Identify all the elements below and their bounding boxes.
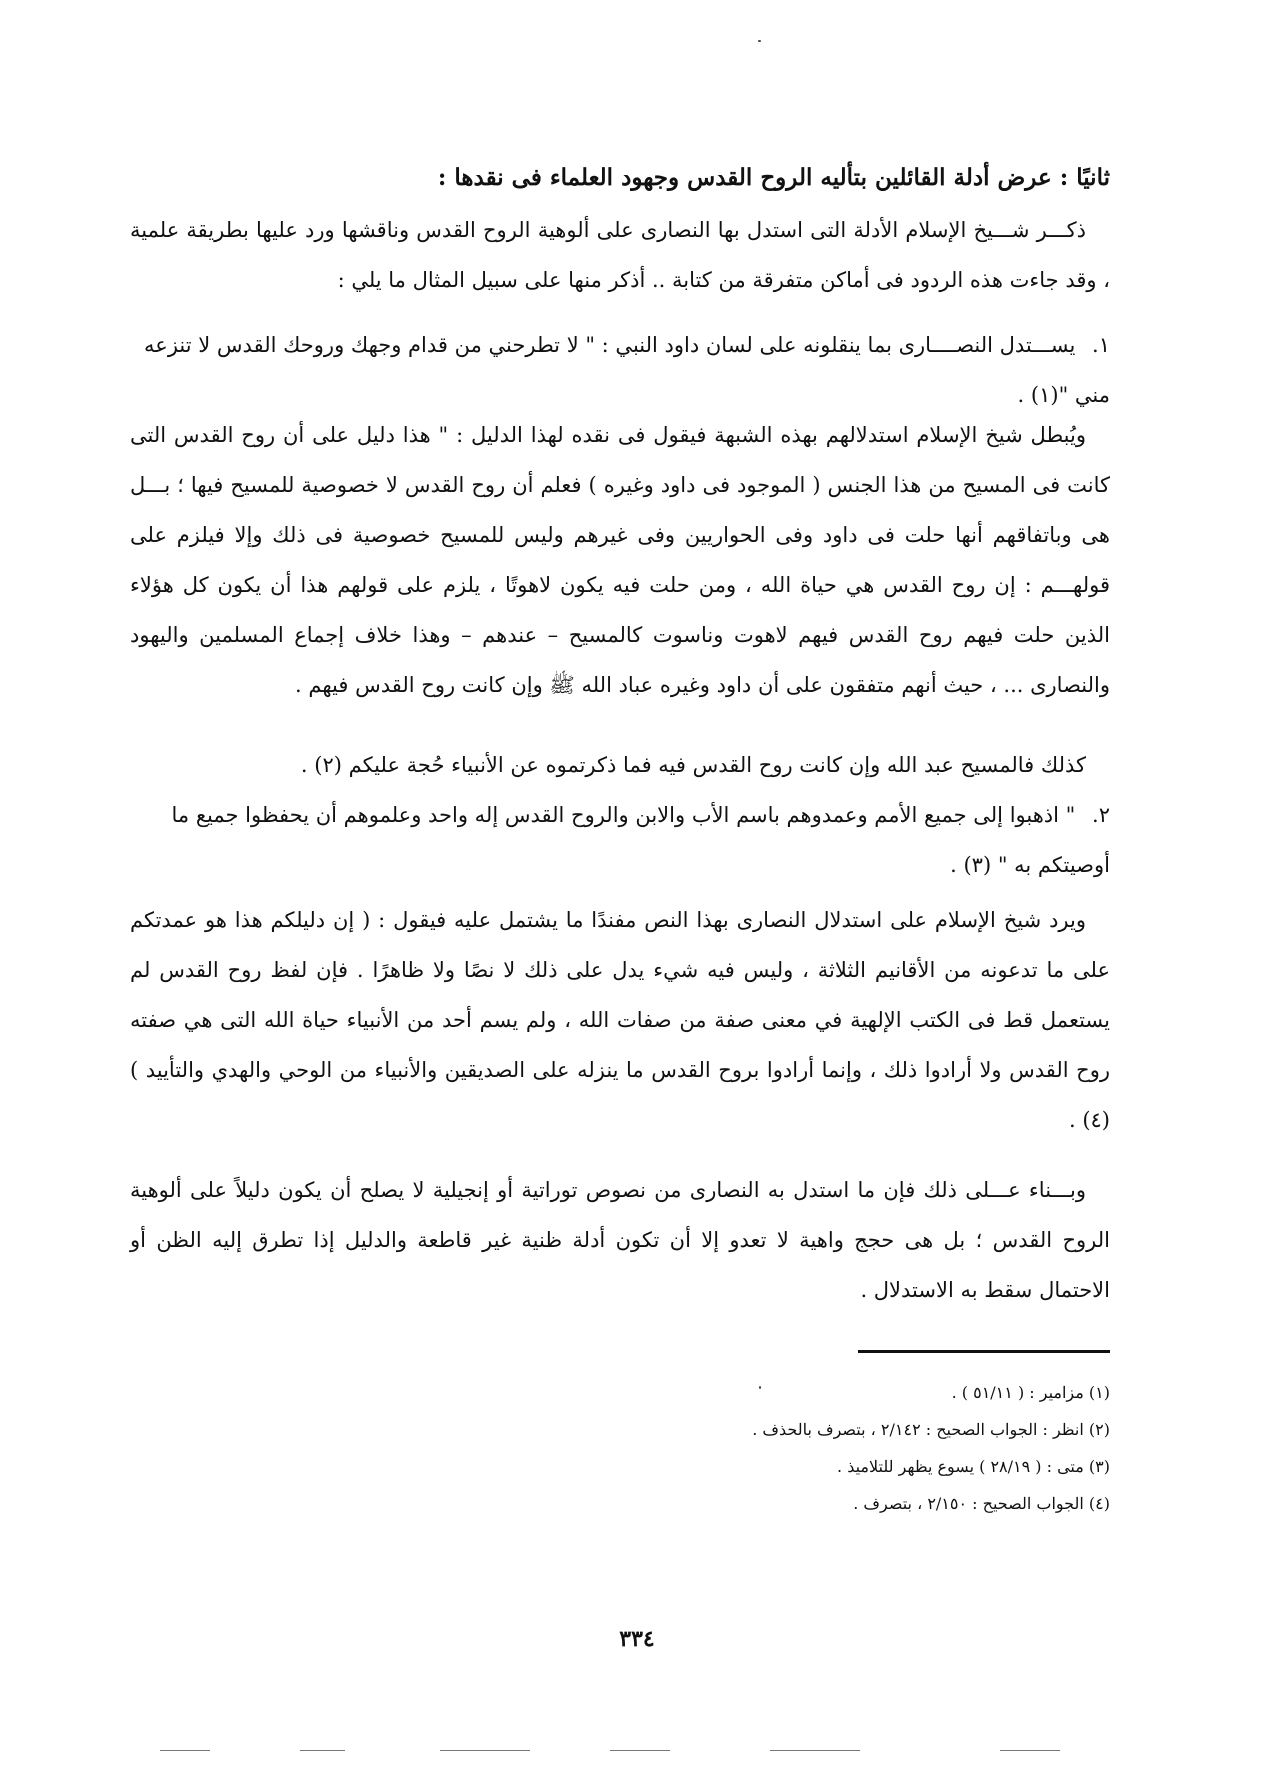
paragraph-intro: ذكـــر شـــيخ الإسلام الأدلة التى استدل بها النصارى على ألوهية الروح القدس وناقشها ورد عليها بطريقة علمية ، وقد جاءت هذه الردود فى أماكن متفرقة من كتابة .. أذكر منها على سبيل المثال ما يلي :: [130, 218, 1110, 292]
paragraph-refutation-1: ويُبطل شيخ الإسلام استدلالهم بهذه الشبهة فيقول فى نقده لهذا الدليل : " هذا دليل على أن روح القدس التى كانت فى المسيح من هذا الجنس ( الموجود فى داود وغيره ) فعلم أن روح القدس لا خصوصية للمسيح فيها ؛ بـــل هى وباتفاقهم أنها حلت فى داود وفى الحواريين وفى غيرهم وليس للمسيح خصوصية فى ذلك وإلا فيلزم على قولهـــم : إن روح القدس هي حياة الله ، ومن حلت فيه يكون لاهوتًا ، يلزم على قولهم هذا أن يكون كل هؤلاء الذين حلت فيهم روح القدس فيهم لاهوت وناسوت كالمسيح – عندهم – وهذا خلاف إجماع المسلمين واليهود والنصارى ... ، حيث أنهم متفقون على أن داود وغيره عباد الله ﷺ وإن كانت روح القدس فيهم .: [130, 423, 1110, 697]
footnote-2: (٢) انظر : الجواب الصحيح : ٢/١٤٢ ، بتصرف بالحذف .: [752, 1420, 1110, 1439]
list-item-2: [130, 790, 1110, 890]
footnote-separator: [858, 1350, 1110, 1353]
scan-artifact: [160, 1750, 210, 1751]
scan-artifact: [610, 1750, 670, 1751]
scan-artifact: [440, 1750, 530, 1751]
paragraph-conclusion-2: وبـــناء عـــلى ذلك فإن ما استدل به النصارى من نصوص توراتية أو إنجيلية لا يصلح أن يكون دليلاً على ألوهية الروح القدس ؛ بل هى حجج واهية لا تعدو إلا أن تكون أدلة ظنية غير قاطعة والدليل إذا تطرق إليه الظن أو الاحتمال سقط به الاستدلال .: [130, 1178, 1110, 1302]
page-number: ٣٣٤: [619, 1626, 655, 1652]
scan-artifact: [1000, 1750, 1060, 1751]
paragraph-conclusion-1: كذلك فالمسيح عبد الله وإن كانت روح القدس فيه فما ذكرتموه عن الأنبياء حُجة عليكم (٢) .: [300, 753, 1086, 777]
scan-speck: [759, 1386, 761, 1389]
footnote-1: (١) مزامير : ( ٥١/١١ ) .: [951, 1383, 1110, 1402]
list-item-text: يســـتدل النصــــارى بما ينقلونه على لسان داود النبي : " لا تطرحني من قدام وجهك وروحك القدس لا تنزعه مني "(١) .: [144, 333, 1110, 407]
list-number: ٢.: [1092, 803, 1110, 827]
paragraph-refutation-2: ويرد شيخ الإسلام على استدلال النصارى بهذا النص مفندًا ما يشتمل عليه فيقول : ( إن دليلكم هذا هو عمدتكم على ما تدعونه من الأقانيم الثلاثة ، وليس فيه شيء يدل على ذلك لا نصًا ولا ظاهرًا . فإن لفظ روح القدس لم يستعمل قط فى الكتب الإلهية في معنى صفة من صفات الله ، ولم يسم أحد من الأنبياء حياة الله التى هي صفته روح القدس ولا أرادوا ذلك ، وإنما أرادوا بروح القدس ما ينزله على الصديقين والأنبياء من الوحي والهدي والتأييد ) (٤) .: [130, 908, 1110, 1132]
footnote-4: (٤) الجواب الصحيح : ٢/١٥٠ ، بتصرف .: [853, 1494, 1110, 1513]
scan-artifact: [770, 1750, 860, 1751]
section-heading: ثانيًا : عرض أدلة القائلين بتأليه الروح القدس وجهود العلماء فى نقدها :: [437, 164, 1110, 191]
scan-artifact: [300, 1750, 345, 1751]
list-item-text: " اذهبوا إلى جميع الأمم وعمدوهم باسم الأب والابن والروح القدس إله واحد وعلموهم أن يحفظوا جميع ما أوصيتكم به " (٣) .: [171, 803, 1110, 877]
list-item-1: [130, 320, 1110, 420]
footnote-3: (٣) متى : ( ٢٨/١٩ ) يسوع يظهر للتلاميذ .: [837, 1457, 1110, 1476]
scan-speck: [758, 40, 761, 42]
list-number: ١.: [1092, 333, 1110, 357]
